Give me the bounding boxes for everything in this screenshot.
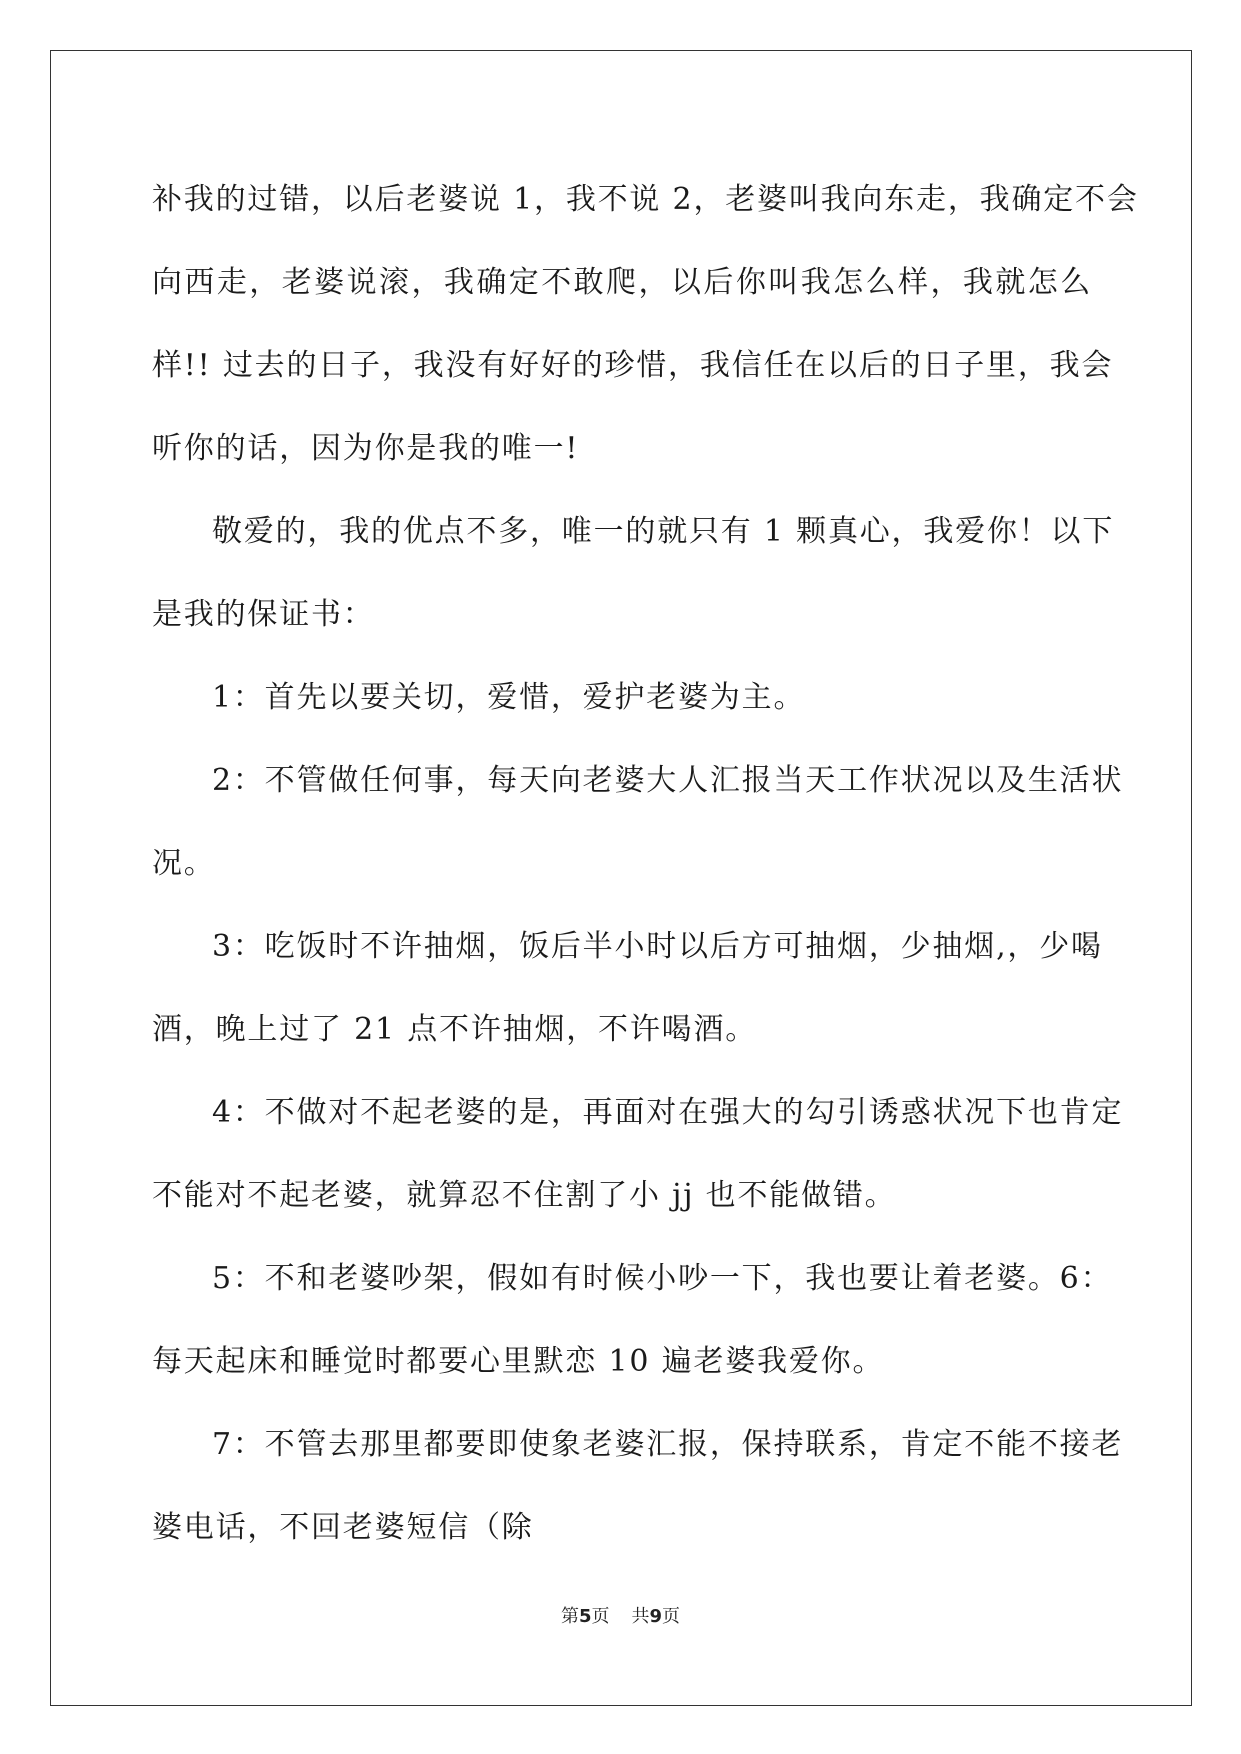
text-line: 况。: [152, 846, 216, 881]
text-line: 7：不管去那里都要即使象老婆汇报，保持联系，肯定不能不接老: [212, 1427, 1124, 1462]
paragraph-item-2: [152, 739, 1124, 905]
footer-total-prefix: 共: [631, 1606, 650, 1627]
text-line: 样!! 过去的日子，我没有好好的珍惜，我信任在以后的日子里，我会: [152, 348, 1114, 383]
paragraph-item-7: [152, 1403, 1124, 1569]
text-line: 每天起床和睡觉时都要心里默恋 10 遍老婆我爱你。: [152, 1344, 885, 1379]
text-line: 4：不做对不起老婆的是，再面对在强大的勾引诱惑状况下也肯定: [212, 1095, 1124, 1130]
page-footer: [0, 1602, 1241, 1628]
paragraph-item-5-6: [152, 1237, 1113, 1403]
paragraph-item-4: [152, 1071, 1124, 1237]
text-line: 婆电话，不回老婆短信（除: [152, 1510, 534, 1545]
text-line: 向西走，老婆说滚，我确定不敢爬，以后你叫我怎么样，我就怎么: [152, 265, 1092, 300]
footer-prefix: 第: [560, 1606, 579, 1627]
text-line: 5：不和老婆吵架，假如有时候小吵一下，我也要让着老婆。6：: [212, 1261, 1113, 1296]
text-line: 酒，晚上过了 21 点不许抽烟，不许喝酒。: [152, 1012, 758, 1047]
text-line: 补我的过错，以后老婆说 1，我不说 2，老婆叫我向东走，我确定不会: [152, 182, 1139, 217]
paragraph-item-3: [152, 905, 1103, 1071]
paragraph-intro: [152, 490, 1115, 656]
text-line: 敬爱的，我的优点不多，唯一的就只有 1 颗真心，我爱你！以下: [212, 514, 1115, 549]
total-page-number: 9: [649, 1606, 663, 1627]
paragraph-item-1: [152, 656, 1092, 739]
document-body: [152, 158, 1139, 1569]
footer-total-suffix: 页: [662, 1606, 681, 1627]
text-line: 1：首先以要关切，爱惜，爱护老婆为主。: [212, 680, 806, 715]
footer-current-suffix: 页: [591, 1606, 610, 1627]
paragraph-continuation: [152, 158, 1139, 490]
text-line: 听你的话，因为你是我的唯一!: [152, 431, 580, 466]
text-line: 3：吃饭时不许抽烟，饭后半小时以后方可抽烟，少抽烟,，少喝: [212, 929, 1103, 964]
text-line: 2：不管做任何事，每天向老婆大人汇报当天工作状况以及生活状: [212, 763, 1124, 798]
text-line: 是我的保证书：: [152, 597, 375, 632]
text-line: 不能对不起老婆，就算忍不住割了小 jj 也不能做错。: [152, 1178, 897, 1213]
current-page-number: 5: [578, 1606, 592, 1627]
